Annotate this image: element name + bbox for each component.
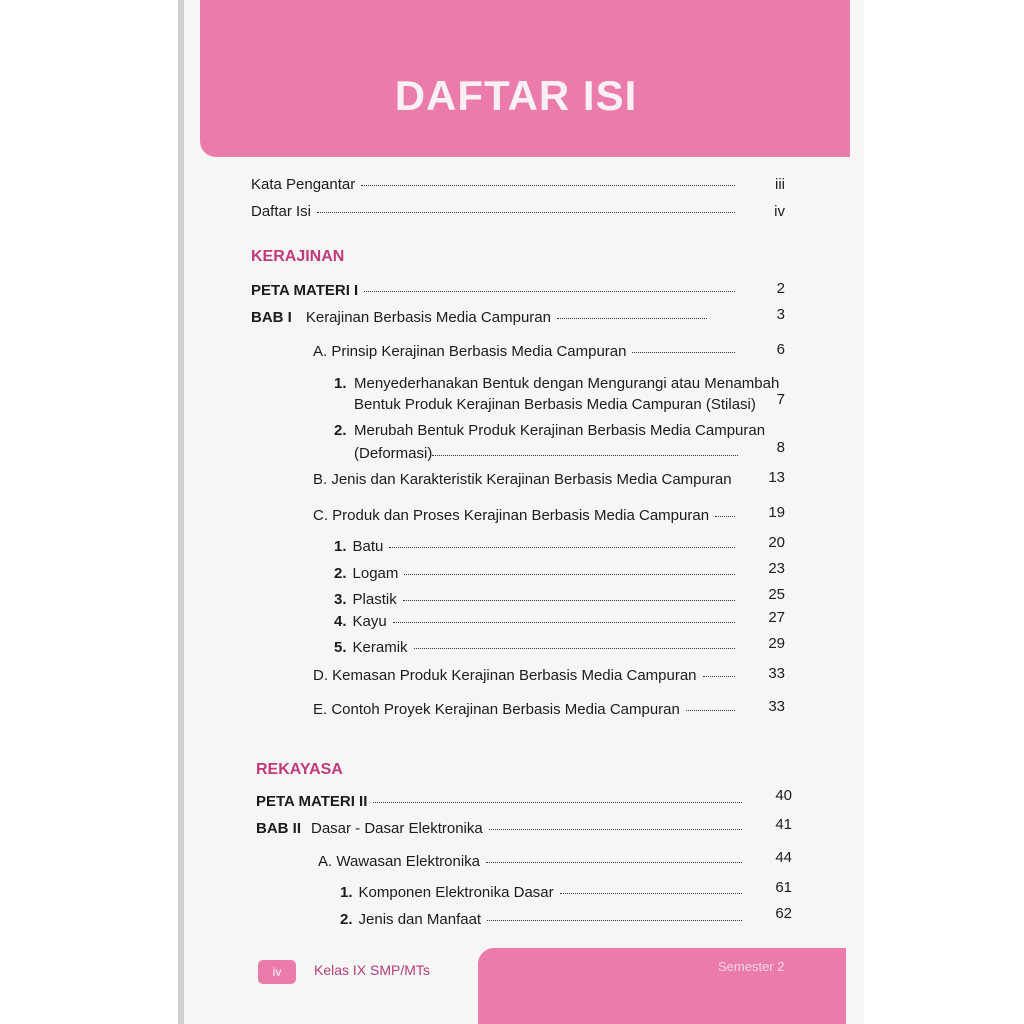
toc-item-number: 1. — [334, 375, 347, 392]
toc-entry-2a1[interactable] — [340, 884, 748, 901]
page-number-badge: iv — [258, 960, 296, 984]
toc-entry-1b[interactable] — [313, 471, 753, 488]
toc-leader — [486, 862, 742, 863]
class-label: Kelas IX SMP/MTs — [314, 962, 430, 978]
toc-entry-bab-1[interactable] — [251, 309, 741, 326]
toc-leader — [487, 920, 742, 921]
page-title: DAFTAR ISI — [394, 72, 638, 119]
toc-leader — [414, 648, 735, 649]
toc-label: Logam — [352, 565, 399, 582]
toc-leader — [403, 600, 735, 601]
toc-entry-1a2[interactable] — [334, 419, 766, 462]
toc-page-number: 20 — [768, 534, 785, 551]
toc-item-number: 5. — [334, 639, 347, 656]
toc-label-line2: Bentuk Produk Kerajinan Berbasis Media Campuran (Stilasi) — [354, 396, 756, 413]
toc-label-line1: Merubah Bentuk Produk Kerajinan Berbasis Media Campuran — [354, 422, 766, 439]
toc-page-number: 44 — [775, 849, 792, 866]
toc-page-number: 33 — [768, 698, 785, 715]
toc-label: Komponen Elektronika Dasar — [358, 884, 554, 901]
toc-page-number: 19 — [768, 504, 785, 521]
toc-page-number: iv — [774, 203, 785, 220]
toc-label: A. Prinsip Kerajinan Berbasis Media Campuran — [313, 343, 627, 360]
toc-label: Keramik — [352, 639, 408, 656]
toc-leader — [686, 710, 735, 711]
section-title-kerajinan: KERAJINAN — [251, 248, 345, 265]
toc-page-number: iii — [775, 176, 785, 193]
toc-page-number: 29 — [768, 635, 785, 652]
toc-page-number: 33 — [768, 665, 785, 682]
toc-entry-1c5[interactable] — [334, 639, 741, 656]
toc-page-number: 23 — [768, 560, 785, 577]
toc-item-number: 1. — [334, 538, 347, 555]
toc-label: A. Wawasan Elektronika — [318, 853, 481, 870]
toc-label: E. Contoh Proyek Kerajinan Berbasis Media Campuran — [313, 701, 680, 718]
toc-entry-kata-pengantar[interactable] — [251, 176, 741, 193]
toc-leader — [404, 574, 735, 575]
toc-leader — [393, 622, 735, 623]
toc-item-number: 2. — [334, 422, 347, 439]
toc-label: Kayu — [352, 613, 387, 630]
toc-entry-2a[interactable] — [318, 853, 748, 870]
toc-entry-1c3[interactable] — [334, 591, 741, 608]
toc-page-number: 3 — [776, 306, 785, 323]
toc-label: PETA MATERI II — [256, 793, 368, 810]
toc-entry-bab-2[interactable] — [256, 820, 748, 837]
toc-entry-1c1[interactable] — [334, 538, 741, 555]
toc-label: Kerajinan Berbasis Media Campuran — [305, 309, 551, 326]
toc-item-number: 2. — [340, 911, 353, 928]
toc-item-number: 1. — [340, 884, 353, 901]
toc-page-number: 6 — [776, 341, 785, 358]
toc-entry-1c2[interactable] — [334, 565, 741, 582]
toc-leader — [715, 516, 735, 517]
toc-leader — [389, 547, 735, 548]
toc-label: Jenis dan Manfaat — [358, 911, 482, 928]
toc-entry-1d[interactable] — [313, 667, 741, 684]
toc-entry-1c4[interactable] — [334, 613, 741, 630]
toc-leader — [361, 185, 735, 186]
toc-page-number: 62 — [775, 905, 792, 922]
toc-page-number: 61 — [775, 879, 792, 896]
toc-label: Kata Pengantar — [251, 176, 356, 193]
toc-entry-peta-materi-2[interactable] — [256, 793, 748, 810]
toc-leader — [364, 291, 735, 292]
toc-leader — [632, 352, 735, 353]
semester-label: Semester 2 — [718, 959, 785, 974]
toc-item-number: 3. — [334, 591, 347, 608]
toc-label-line2: (Deformasi) — [354, 445, 433, 462]
toc-page-number: 40 — [775, 787, 792, 804]
toc-label: C. Produk dan Proses Kerajinan Berbasis Media Campuran — [313, 507, 710, 524]
toc-page-number: 41 — [775, 816, 792, 833]
toc-leader — [373, 802, 742, 803]
toc-entry-1c[interactable] — [313, 507, 741, 524]
toc-label: PETA MATERI I — [251, 282, 359, 299]
footer-band — [478, 948, 846, 1024]
toc-label: Daftar Isi — [251, 203, 312, 220]
toc-label: Batu — [352, 538, 384, 555]
toc-chapter-code: BAB I — [251, 309, 292, 326]
toc-label: B. Jenis dan Karakteristik Kerajinan Berbasis Media Campuran — [313, 471, 732, 488]
toc-page-number: 13 — [768, 469, 785, 486]
toc-page-number: 2 — [776, 280, 785, 297]
toc-page-number: 7 — [776, 391, 785, 408]
toc-chapter-code: BAB II — [256, 820, 301, 837]
toc-page-number: 25 — [768, 586, 785, 603]
toc-leader — [557, 318, 707, 319]
toc-entry-1a[interactable] — [313, 343, 741, 360]
toc-entry-2a2[interactable] — [340, 911, 748, 928]
toc-entry-1a1[interactable] — [334, 372, 780, 413]
toc-entry-daftar-isi[interactable] — [251, 203, 741, 220]
toc-item-number: 2. — [334, 565, 347, 582]
toc-label: Plastik — [352, 591, 397, 608]
toc-leader — [703, 676, 735, 677]
toc-page-number: 27 — [768, 609, 785, 626]
toc-leader — [489, 829, 742, 830]
toc-leader — [317, 212, 735, 213]
toc-label-line1: Menyederhanakan Bentuk dengan Mengurangi atau Menambah — [354, 375, 780, 392]
toc-page-number: 8 — [776, 439, 785, 456]
toc-leader — [432, 455, 738, 456]
toc-item-number: 4. — [334, 613, 347, 630]
section-title-rekayasa: REKAYASA — [256, 761, 343, 778]
toc-entry-1e[interactable] — [313, 701, 741, 718]
toc-label: Dasar - Dasar Elektronika — [311, 820, 483, 837]
toc-leader — [560, 893, 742, 894]
toc-entry-peta-materi-1[interactable] — [251, 282, 741, 299]
toc-label: D. Kemasan Produk Kerajinan Berbasis Media Campuran — [313, 667, 697, 684]
